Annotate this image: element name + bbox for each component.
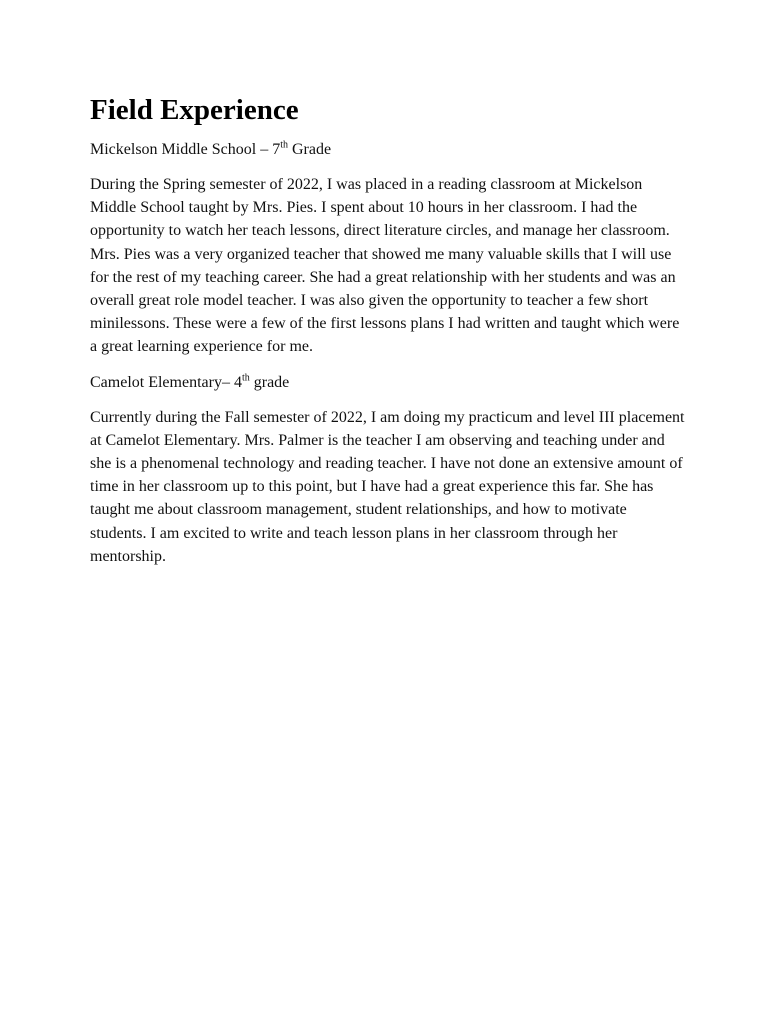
section-heading-text: Mickelson Middle School – 7 bbox=[90, 141, 281, 158]
ordinal-suffix: th bbox=[241, 372, 250, 384]
ordinal-suffix: th bbox=[280, 139, 288, 151]
section-heading-text: Camelot Elementary– 4 bbox=[90, 373, 242, 391]
paragraph-mickelson: During the Spring semester of 2022, I was placed in a reading classroom at Mickelson Middle School taught by Mrs. Pies. I spent about 10 hours in her classroom. I had the opportunity to watch her teach lessons, direct literature circles, and manage her classroom. Mrs. Pies was a very organized teacher that showed me many valuable skills that I will use for the rest of my teaching career. She had a great relationship with her students and was an overall great role model teacher. I was also given the opportunity to teacher a few short minilessons. These were a few of the first lessons plans I had written and taught which were a great learning experience for me. bbox=[90, 176, 680, 356]
section-heading-mickelson bbox=[90, 138, 686, 161]
paragraph-camelot: Currently during the Fall semester of 2022, I am doing my practicum and level III placement at Camelot Elementary. Mrs. Palmer is the teacher I am observing and teaching under and she is a phenomenal technology and reading teacher. I have not done an extensive amount of time in her classroom up to this point, but I have had a great experience this far. She has taught me about classroom management, student relationships, and how to motivate students. I am excited to write and teach lesson plans in her classroom through her mentorship. bbox=[90, 408, 685, 565]
page-title: Field Experience bbox=[90, 94, 299, 126]
section-heading-text: Grade bbox=[288, 141, 332, 158]
document-page bbox=[90, 92, 686, 580]
section-heading-text: grade bbox=[249, 373, 290, 391]
section-heading-camelot bbox=[90, 371, 686, 394]
